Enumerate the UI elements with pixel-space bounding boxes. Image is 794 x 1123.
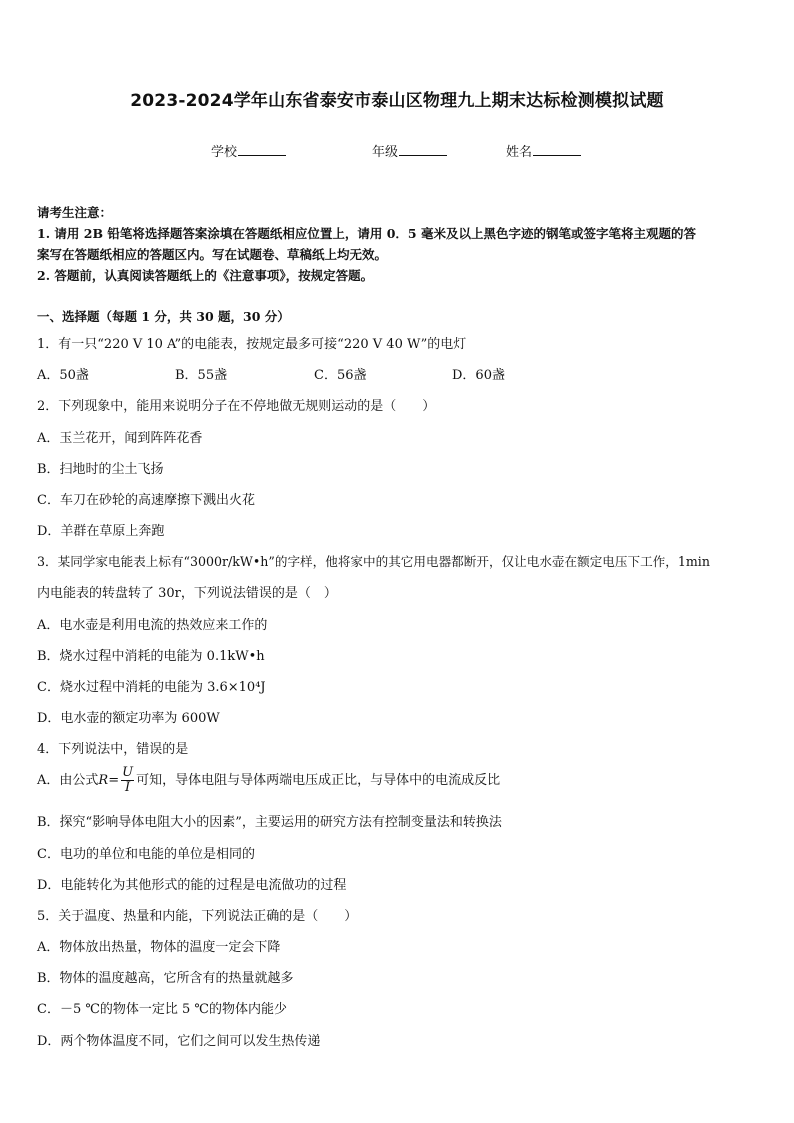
q3-option-b[interactable]: B．烧水过程中消耗的电能为 0.1kW•h	[37, 649, 265, 664]
section-heading: 一、选择题（每题 1 分，共 30 题，30 分）	[37, 309, 290, 324]
school-label: 学校	[211, 145, 238, 160]
q4-option-d[interactable]: D．电能转化为其他形式的能的过程是电流做功的过程	[37, 878, 347, 893]
formula-eq: =	[108, 773, 120, 788]
q3-option-d[interactable]: D．电水壶的额定功率为 600W	[37, 711, 220, 726]
name-label: 姓名	[506, 145, 533, 160]
q5-option-b[interactable]: B．物体的温度越高，它所含有的热量就越多	[37, 971, 294, 986]
q2-option-b[interactable]: B．扫地时的尘土飞扬	[37, 462, 164, 477]
q2-option-a[interactable]: A．玉兰花开，闻到阵阵花香	[37, 431, 203, 446]
name-field[interactable]	[506, 141, 581, 160]
formula-lhs: R	[98, 773, 109, 788]
q5-option-d[interactable]: D．两个物体温度不同，它们之间可以发生热传递	[37, 1034, 321, 1049]
q3-option-a[interactable]: A．电水壶是利用电流的热效应来工作的	[37, 618, 268, 633]
q1-option-a[interactable]: A．50盏	[37, 368, 89, 383]
school-field[interactable]	[211, 141, 286, 160]
q1-stem: 1．有一只“220 V 10 A”的电能表，按规定最多可接“220 V 40 W”的电灯	[37, 337, 467, 352]
q4-option-a-prefix: A．由公式	[37, 773, 99, 788]
q2-option-c[interactable]: C．车刀在砂轮的高速摩擦下溅出火花	[37, 493, 255, 508]
q1-option-b[interactable]: B．55盏	[175, 368, 228, 383]
grade-field[interactable]	[372, 141, 447, 160]
q1-option-c[interactable]: C．56盏	[314, 368, 367, 383]
notice-line-1a: 1. 请用 2B 铅笔将选择题答案涂填在答题纸相应位置上，请用 0．5 毫米及以上黑色字迹的钢笔或签字笔将主观题的答	[37, 226, 696, 241]
q3-stem-a: 3．某同学家电能表上标有“3000r/kW•h”的字样，他将家中的其它用电器都断开，仅让电水壶在额定电压下工作，1min	[37, 554, 710, 569]
name-blank[interactable]	[533, 143, 581, 156]
q2-stem: 2．下列现象中，能用来说明分子在不停地做无规则运动的是（ ）	[37, 399, 436, 414]
q4-option-c[interactable]: C．电功的单位和电能的单位是相同的	[37, 847, 255, 862]
notice-line-1b: 案写在答题纸相应的答题区内。写在试题卷、草稿纸上均无效。	[37, 247, 388, 262]
q4-stem: 4．下列说法中，错误的是	[37, 742, 189, 757]
formula-fraction	[121, 766, 134, 795]
q2-option-d[interactable]: D．羊群在草原上奔跑	[37, 524, 165, 539]
q4-option-a-suffix: 可知，导体电阻与导体两端电压成正比，与导体中的电流成反比	[136, 773, 501, 788]
formula-denominator: I	[125, 780, 131, 795]
q4-option-a[interactable]	[37, 766, 500, 795]
notice-heading: 请考生注意：	[37, 205, 113, 220]
school-blank[interactable]	[238, 143, 286, 156]
q3-stem-b: 内电能表的转盘转了 30r，下列说法错误的是（ ）	[37, 586, 337, 601]
grade-blank[interactable]	[399, 143, 447, 156]
exam-title: 2023-2024学年山东省泰安市泰山区物理九上期末达标检测模拟试题	[130, 91, 664, 111]
q3-option-c[interactable]: C．烧水过程中消耗的电能为 3.6×10⁴J	[37, 680, 266, 695]
q5-stem: 5．关于温度、热量和内能，下列说法正确的是（ ）	[37, 909, 358, 924]
formula-numerator: U	[122, 765, 134, 780]
q4-option-b[interactable]: B．探究“影响导体电阻大小的因素”，主要运用的研究方法有控制变量法和转换法	[37, 815, 502, 830]
q1-option-d[interactable]: D．60盏	[452, 368, 505, 383]
grade-label: 年级	[372, 145, 399, 160]
q5-option-c[interactable]: C．－5 ℃的物体一定比 5 ℃的物体内能少	[37, 1002, 287, 1017]
q5-option-a[interactable]: A．物体放出热量，物体的温度一定会下降	[37, 940, 281, 955]
notice-line-2: 2. 答题前，认真阅读答题纸上的《注意事项》，按规定答题。	[37, 268, 374, 283]
